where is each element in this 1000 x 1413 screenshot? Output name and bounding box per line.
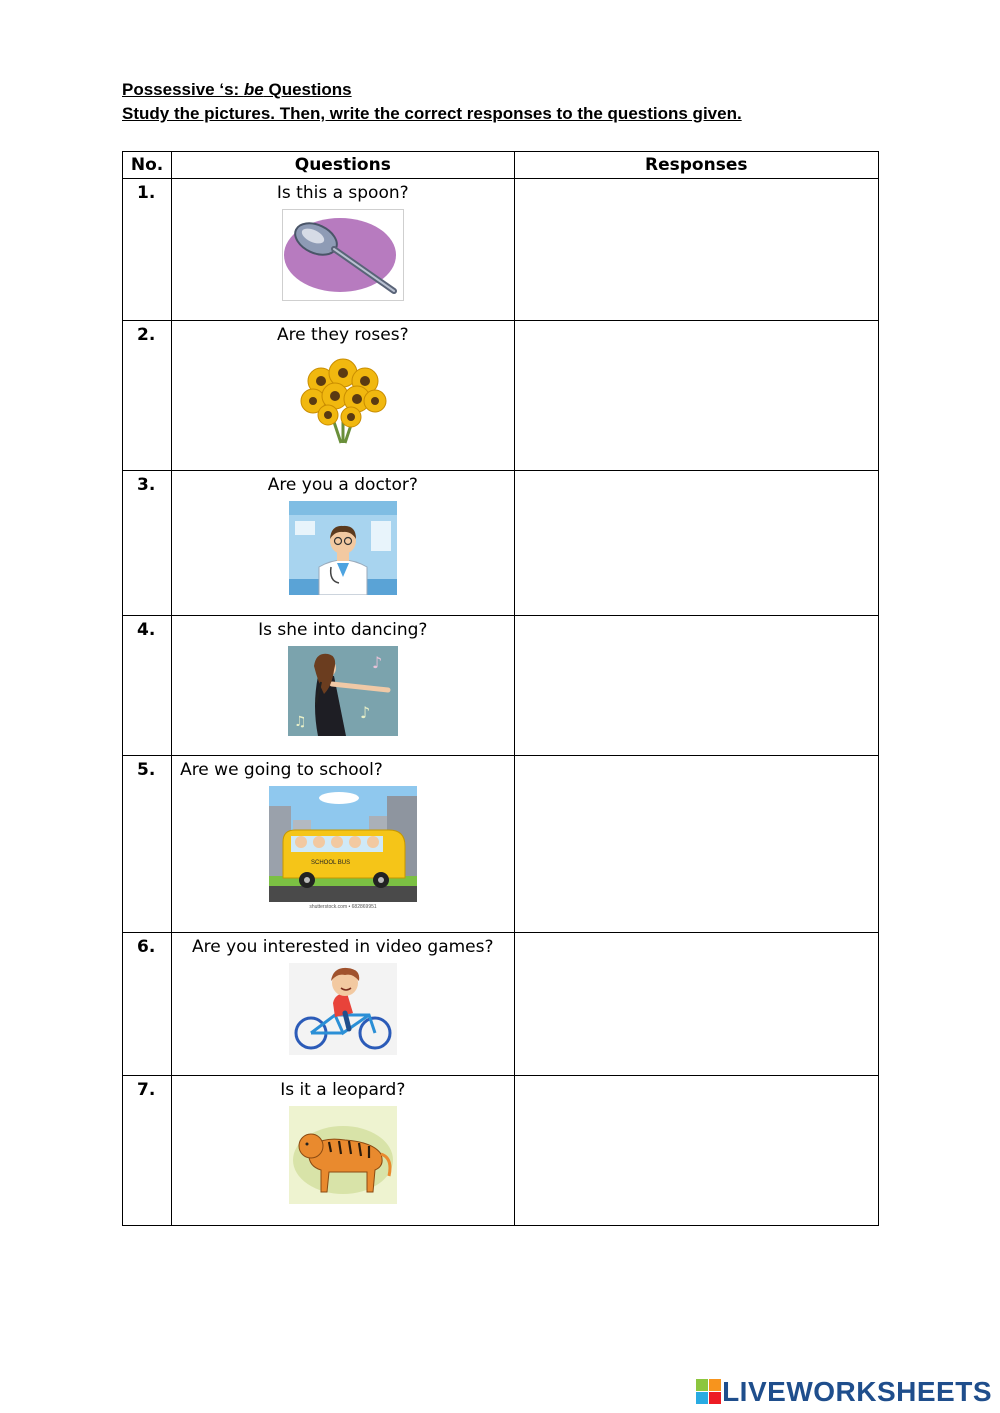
svg-text:SCHOOL BUS: SCHOOL BUS [310, 860, 350, 866]
table-row [123, 616, 879, 756]
image-caption: shutterstock.com • 682869951 [309, 904, 377, 910]
svg-text:♪: ♪ [371, 653, 382, 672]
title-italic: be [243, 80, 264, 99]
svg-text:♫: ♫ [293, 714, 307, 730]
row-number: 4. [123, 616, 172, 756]
worksheet-title [122, 78, 352, 101]
svg-text:♪: ♪ [359, 703, 370, 722]
questions-table [122, 151, 879, 1226]
title-text-1: Possessive ‘s: [122, 80, 244, 99]
table-row [123, 179, 879, 321]
question-cell [172, 321, 514, 471]
question-text: Is she into dancing? [258, 620, 428, 640]
question-cell [172, 933, 514, 1076]
row-number: 5. [123, 756, 172, 933]
question-text: Are we going to school? [180, 760, 383, 780]
logo-text: LIVEWORKSHEETS [722, 1376, 992, 1407]
question-text: Are you interested in video games? [192, 937, 494, 957]
tiger-picture [289, 1106, 397, 1204]
question-text: Are you a doctor? [267, 475, 418, 495]
question-cell [172, 1076, 514, 1226]
question-cell [172, 756, 514, 933]
response-cell[interactable] [514, 933, 879, 1076]
row-number: 7. [123, 1076, 172, 1226]
doctor-picture [289, 501, 397, 595]
question-text: Is this a spoon? [276, 183, 409, 203]
question-text: Are they roses? [276, 325, 409, 345]
question-cell [172, 471, 514, 616]
liveworksheets-logo [696, 1377, 992, 1407]
question-cell [172, 616, 514, 756]
row-number: 1. [123, 179, 172, 321]
boy-on-bicycle-picture [289, 963, 397, 1055]
instructions: Study the pictures. Then, write the correct responses to the questions given. [122, 104, 742, 123]
table-row [123, 321, 879, 471]
title-text-2: Questions [263, 80, 352, 99]
table-row [123, 756, 879, 933]
question-text: Is it a leopard? [280, 1080, 406, 1100]
response-cell[interactable] [514, 179, 879, 321]
table-header-row [123, 152, 879, 179]
singer-dancing-picture [288, 646, 398, 736]
table-row [123, 471, 879, 616]
question-cell [172, 179, 514, 321]
header-questions: Questions [172, 152, 514, 179]
table-row [123, 1076, 879, 1226]
header-no: No. [123, 152, 172, 179]
school-bus-picture [269, 786, 417, 910]
row-number: 2. [123, 321, 172, 471]
header-responses: Responses [514, 152, 879, 179]
sunflowers-picture [293, 351, 393, 446]
row-number: 6. [123, 933, 172, 1076]
response-cell[interactable] [514, 616, 879, 756]
response-cell[interactable] [514, 1076, 879, 1226]
response-cell[interactable] [514, 756, 879, 933]
response-cell[interactable] [514, 321, 879, 471]
response-cell[interactable] [514, 471, 879, 616]
spoon-picture [282, 209, 404, 301]
row-number: 3. [123, 471, 172, 616]
table-row [123, 933, 879, 1076]
logo-badge-icon [696, 1379, 722, 1405]
